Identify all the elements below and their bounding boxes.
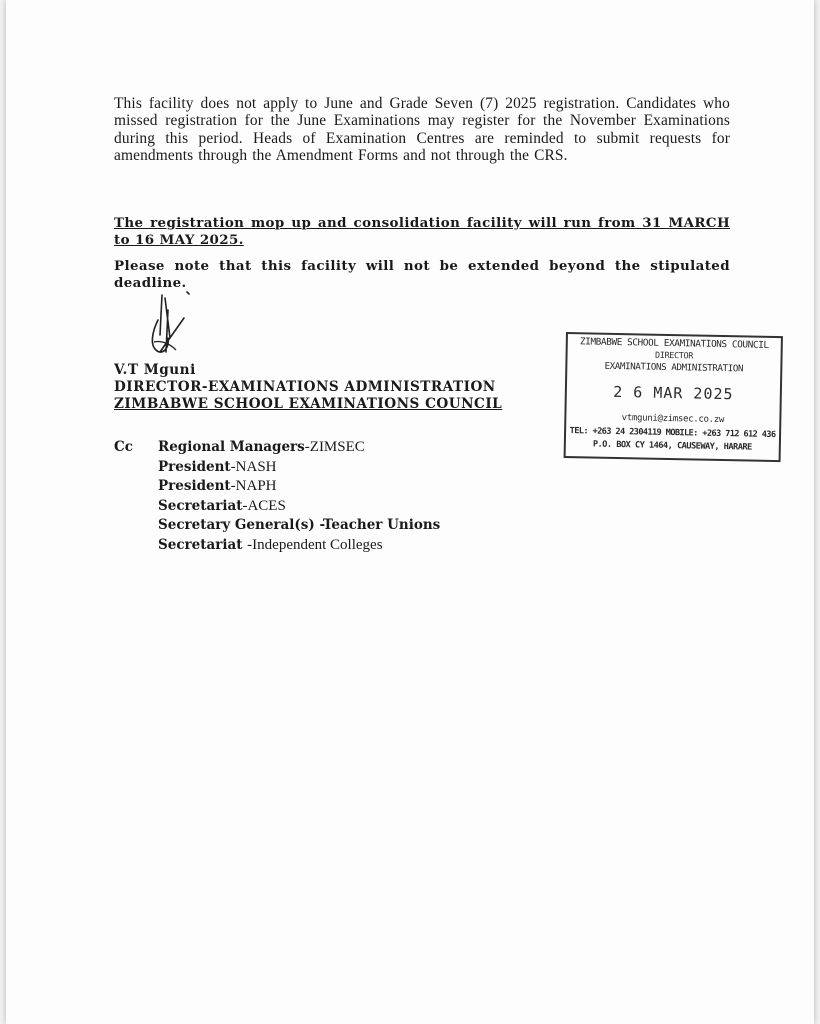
stamp-office: DIRECTOR — [655, 349, 694, 361]
cc-recipient: Secretary General(s) -Teacher Unions — [158, 517, 441, 533]
cc-recipient: Regional Managers-ZIMSEC — [158, 439, 365, 455]
cc-recipient: Secretariat -Independent Colleges — [158, 536, 383, 553]
cc-recipient: President-NAPH — [158, 478, 277, 494]
stamp-phone: TEL: +263 24 2304119 MOBILE: +263 712 612 436 — [569, 426, 776, 441]
stamp-date: 2 6 MAR 2025 — [612, 382, 734, 404]
stamp-organisation: ZIMBABWE SCHOOL EXAMINATIONS COUNCIL — [579, 336, 769, 351]
stamp-email: vtmguni@zimsec.co.zw — [621, 413, 725, 426]
stamp-address: P.O. BOX CY 1464, CAUSEWAY, HARARE — [592, 439, 752, 453]
deadline-note-paragraph: Please note that this facility will not be extended beyond the stipulated deadline. — [114, 258, 730, 291]
facility-dates-paragraph: The registration mop up and consolidation facility will run from 31 MARCH to 16 MAY 2025. — [114, 215, 730, 248]
signatory-title: DIRECTOR-EXAMINATIONS ADMINISTRATION — [114, 379, 496, 395]
signatory-name: V.T Mguni — [114, 362, 196, 378]
body-paragraph: This facility does not apply to June and Grade Seven (7) 2025 registration. Candidates who missed registration for the June Examinations may register for the November Examinations during this period. Heads of Examination Centres are reminded to submit requests for amendments through the Amendment Forms and not through the CRS. — [114, 95, 730, 165]
cc-label: Cc — [114, 439, 133, 455]
cc-recipient-list — [158, 438, 440, 555]
cc-recipient: Secretariat-ACES — [158, 497, 286, 514]
document-page — [6, 0, 814, 1024]
signatory-organisation: ZIMBABWE SCHOOL EXAMINATIONS COUNCIL — [114, 396, 503, 412]
official-stamp — [564, 332, 783, 462]
handwritten-signature — [140, 290, 210, 370]
cc-recipient: President-NASH — [158, 458, 277, 475]
stamp-department: EXAMINATIONS ADMINISTRATION — [604, 360, 744, 375]
